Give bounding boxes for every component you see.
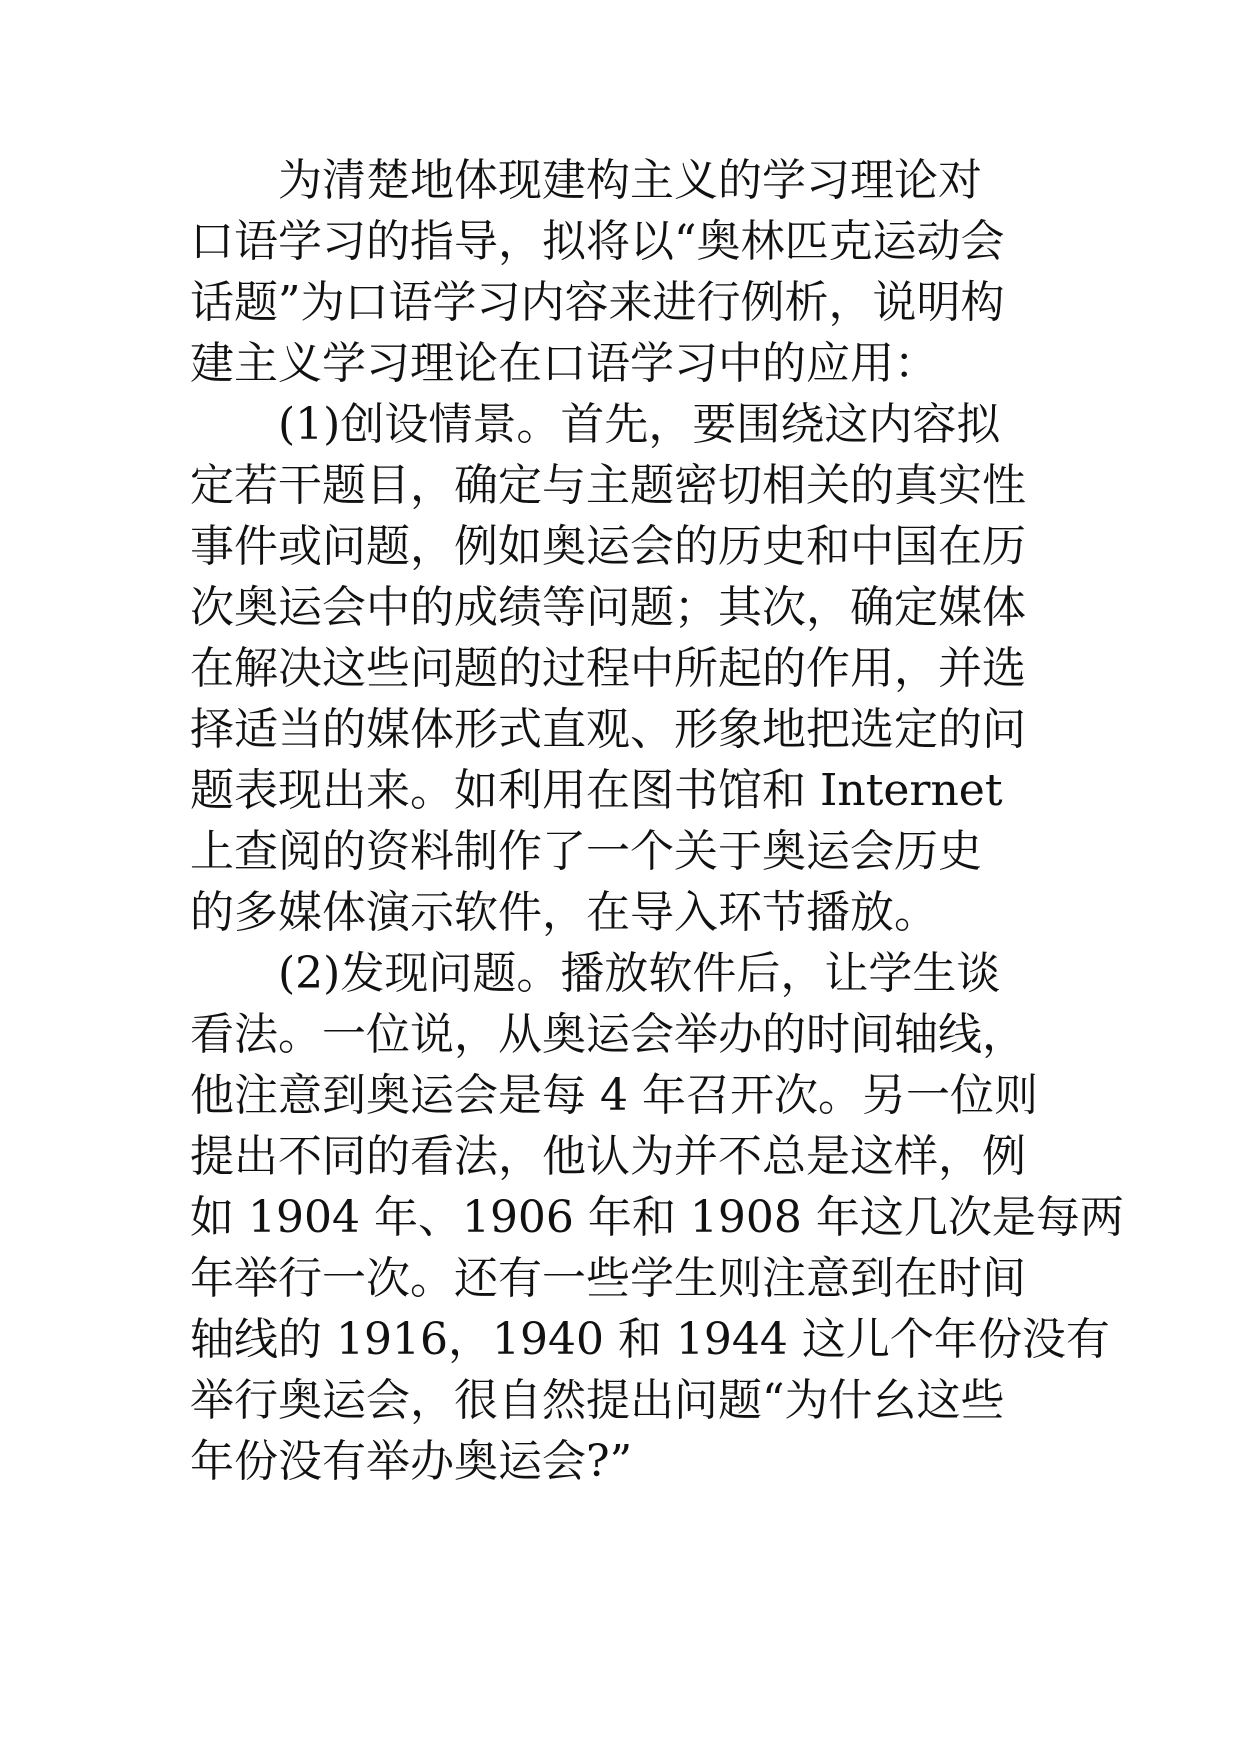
text-line: 定若干题目，确定与主题密切相关的真实性	[190, 460, 1026, 511]
text-line: 在解决这些问题的过程中所起的作用，并选	[190, 643, 1026, 694]
text-line: 提出不同的看法，他认为并不总是这样，例	[190, 1131, 1026, 1182]
paragraph-first-line: (1)创设情景。首先，要围绕这内容拟	[278, 399, 1001, 450]
text-line: 年举行一次。还有一些学生则注意到在时间	[190, 1253, 1026, 1304]
paragraph-first-line: 为清楚地体现建构主义的学习理论对	[278, 155, 982, 206]
text-line: 次奥运会中的成绩等问题；其次，确定媒体	[190, 582, 1026, 633]
text-line: 话题”为口语学习内容来进行例析，说明构	[190, 277, 1005, 328]
text-line: 年份没有举办奥运会?”	[190, 1436, 633, 1487]
text-line: 如 1904 年、1906 年和 1908 年这几次是每两	[190, 1192, 1124, 1243]
text-line: 轴线的 1916，1940 和 1944 这儿个年份没有	[190, 1314, 1110, 1365]
text-line: 择适当的媒体形式直观、形象地把选定的问	[190, 704, 1026, 755]
text-line: 口语学习的指导，拟将以“奥林匹克运动会	[190, 216, 1005, 267]
text-line: 的多媒体演示软件，在导入环节播放。	[190, 887, 938, 938]
text-line: 看法。一位说，从奥运会举办的时间轴线，	[190, 1009, 1026, 1060]
text-line: 事件或问题，例如奥运会的历史和中国在历	[190, 521, 1026, 572]
body-text	[190, 150, 1124, 1492]
text-line: 上查阅的资料制作了一个关于奥运会历史	[190, 826, 982, 877]
text-line: 举行奥运会，很自然提出问题“为什幺这些	[190, 1375, 1005, 1426]
text-line: 题表现出来。如利用在图书馆和 Internet	[190, 765, 1003, 816]
text-line: 建主义学习理论在口语学习中的应用：	[190, 338, 938, 389]
paragraph-first-line: (2)发现问题。播放软件后，让学生谈	[278, 948, 1001, 999]
text-line: 他注意到奥运会是每 4 年召开次。另一位则	[190, 1070, 1038, 1121]
